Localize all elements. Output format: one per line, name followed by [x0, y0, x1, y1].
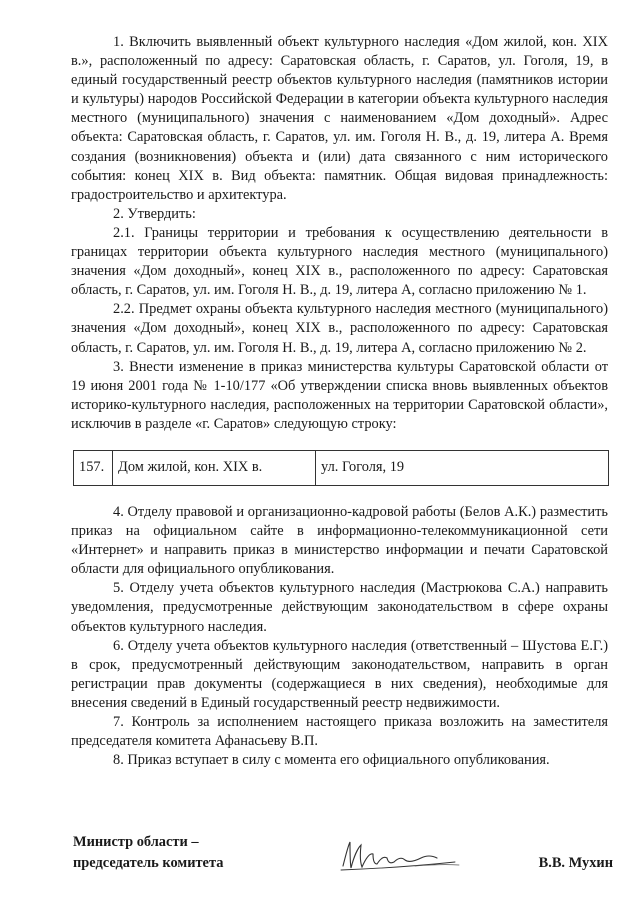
order-body	[71, 33, 608, 770]
paragraph-1: 1. Включить выявленный объект культурного наследия «Дом жилой, кон. XIX в.», расположенный по адресу: Саратовская область, г. Саратов, ул. Гоголя, 19, в единый государственный реестр объектов культурного наследия (памятников истории и культуры) народов Российской Федерации в категории объекта культурного наследия местного (муниципального) значения с наименованием «Дом доходный». Адрес объекта: Саратовская область, г. Саратов, ул. им. Гоголя Н. В., д. 19, литера А. Время создания (возникновения) объекта и (или) дата связанного с ним исторического события: конец XIX в. Вид объекта: памятник. Общая видовая принадлежность: градостроительство и архитектура.	[71, 34, 608, 203]
paragraph-8: 8. Приказ вступает в силу с момента его официального опубликования.	[113, 752, 550, 769]
signer-title-line1: Министр области –	[73, 834, 199, 850]
paragraph-2-2: 2.2. Предмет охраны объекта культурного наследия местного (муниципального) значения «Дом доходный», конец XIX в., расположенного по адресу: Саратовская область, г. Саратов, ул. им. Гоголя Н. В., д. 19, литера А, согласно приложению № 2.	[71, 301, 608, 356]
table-row	[74, 450, 609, 485]
object-address: ул. Гоголя, 19	[316, 450, 609, 485]
handwritten-signature	[337, 836, 467, 878]
signer-name: В.В. Мухин	[538, 855, 613, 871]
paragraph-3: 3. Внести изменение в приказ министерства культуры Саратовской области от 19 июня 2001 года № 1-10/177 «Об утверждении списка вновь выявленных объектов историко-культурного наследия, расположенных на территории Саратовской области», исключив в разделе «г. Саратов» следующую строку:	[71, 358, 608, 432]
paragraph-6: 6. Отделу учета объектов культурного наследия (ответственный – Шустова Е.Г.) в срок, предусмотренный действующим законодательством, направить в орган регистрации прав документы (содержащиеся в них сведения), необходимые для внесения сведений в Единый государственный реестр недвижимости.	[71, 637, 608, 711]
paragraph-2-1: 2.1. Границы территории и требования к осуществлению деятельности в границах территории объекта культурного наследия местного (муниципального) значения «Дом доходный», конец XIX в., расположенного по адресу: Саратовская область, г. Саратов, ул. им. Гоголя Н. В., д. 19, литера А, согласно приложению № 1.	[71, 224, 608, 299]
signer-title-line2: председатель комитета	[73, 855, 224, 871]
object-name: Дом жилой, кон. XIX в.	[113, 450, 316, 485]
paragraph-2: 2. Утвердить:	[113, 205, 196, 222]
excluded-row-table	[73, 450, 609, 486]
paragraph-7: 7. Контроль за исполнением настоящего приказа возложить на заместителя председателя комитета Афанасьеву В.П.	[71, 714, 608, 750]
paragraph-4: 4. Отделу правовой и организационно-кадровой работы (Белов А.К.) разместить приказ на официальном сайте в информационно-телекоммуникационной сети «Интернет» и направить приказ в министерство информации и печати Саратовской области для официального опубликования.	[71, 503, 608, 578]
paragraph-5: 5. Отделу учета объектов культурного наследия (Мастрюкова С.А.) направить уведомления, предусмотренные действующим законодательством в сфере охраны объектов культурного наследия.	[71, 580, 608, 635]
row-number: 157.	[74, 450, 113, 485]
